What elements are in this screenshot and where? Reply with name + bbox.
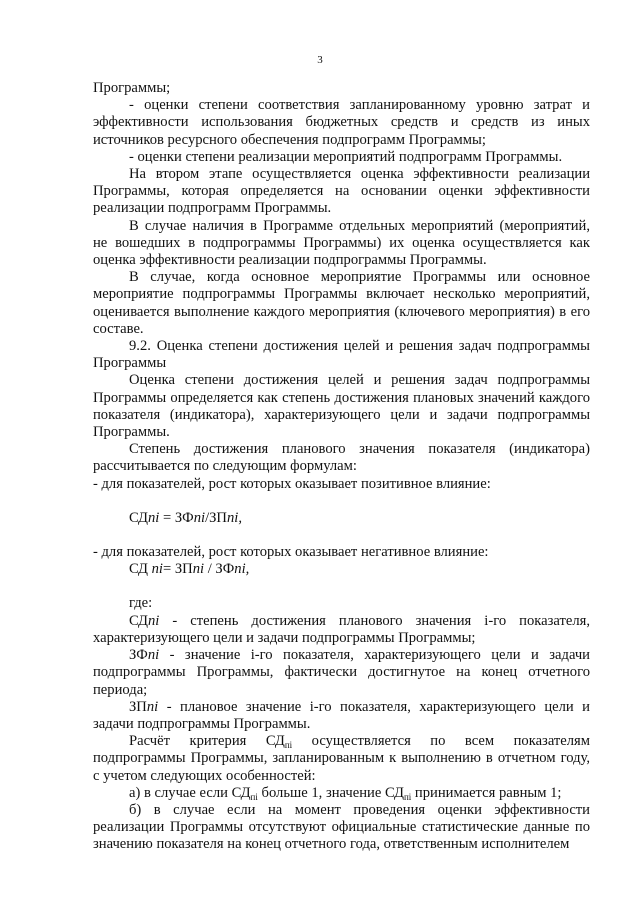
paragraph: б) в случае если на момент проведения оценки эффективности реализации Программы отсутствуют официальные статистические данные по значению показателя на конец отчетного года, ответственным исполнителем [93, 801, 590, 853]
paragraph-text: осуществляется по всем показателям подпрограммы Программы, запланированным к выполнению в отчетном году, с учетом следующих особенностей: [93, 733, 590, 784]
formula-negative [93, 561, 590, 578]
paragraph [93, 785, 590, 802]
paragraph-text: а) в случае если СД [129, 784, 251, 801]
definition-text: - степень достижения планового значения i-го показателя, характеризующего цели и задачи подпрограммы Программы; [93, 612, 590, 646]
paragraph: где: [129, 595, 153, 612]
paragraph: - оценки степени соответствия запланированному уровню затрат и эффективности использования бюджетных средств и средств из иных источников ресурсного обеспечения подпрограмм Программы; [93, 97, 590, 148]
symbol: ЗФ [129, 647, 148, 664]
paragraph: На втором этапе осуществляется оценка эффективности реализации Программы, которая определяется на основании оценки эффективности реализации подпрограмм Программы. [93, 166, 590, 217]
page-number: 3 [317, 54, 323, 66]
definition-text: - значение i-го показателя, характеризующего цели и задачи подпрограммы Программы, фактически достигнутое на конец отчетного периода; [93, 647, 590, 698]
paragraph: В случае, когда основное мероприятие Программы или основное мероприятие подпрограммы Программы включает несколько мероприятий, оценивается выполнение каждого мероприятия (ключевого мероприятия) в его составе. [93, 269, 590, 337]
subscript: пi [250, 791, 258, 802]
paragraph-text: Расчёт критерия СД [129, 733, 285, 750]
formula-text: пi [151, 561, 163, 578]
symbol: пi [147, 612, 160, 629]
symbol: пi [147, 647, 160, 664]
paragraph: Программы; [93, 80, 171, 96]
paragraph: Оценка степени достижения целей и решения задач подпрограммы Программы определяется как степень достижения плановых значений каждого показателя (индикатора), характеризующего цели и задачи подпрограммы Программы. [93, 372, 590, 441]
formula-text: СД [129, 509, 148, 526]
formula-text: / ЗФ [204, 561, 235, 578]
symbol: пi [146, 698, 159, 715]
symbol: ЗП [129, 698, 147, 715]
formula-positive [93, 510, 590, 527]
formula-text: СД [129, 561, 152, 578]
formula-text: пi, [234, 561, 250, 578]
paragraph: В случае наличия в Программе отдельных мероприятий (мероприятий, не вошедших в подпрограммы Программы) их оценка осуществляется как оценка эффективности реализации подпрограммы Программы. [93, 217, 590, 269]
formula-text: пi [193, 509, 206, 526]
formula-text: пi [147, 509, 160, 526]
paragraph: - для показателей, рост которых оказывает негативное влияние: [93, 544, 489, 561]
definition-zf [93, 647, 590, 699]
symbol: СД [129, 612, 148, 629]
paragraph-text: принимается равным 1; [411, 784, 562, 801]
formula-text: пi [192, 561, 205, 578]
section-heading: 9.2. Оценка степени достижения целей и решения задач подпрограммы Программы [93, 338, 590, 372]
formula-text: /ЗП [205, 509, 227, 526]
paragraph: - для показателей, рост которых оказывает позитивное влияние: [93, 475, 491, 492]
definition-sd [93, 613, 590, 647]
formula-text: = ЗФ [159, 509, 194, 526]
formula-text: = ЗП [162, 561, 193, 578]
formula-text: пi, [226, 509, 242, 526]
definition-zp [93, 699, 590, 733]
paragraph: - оценки степени реализации мероприятий подпрограмм Программы. [129, 148, 563, 165]
document-body [93, 80, 590, 854]
definition-text: - плановое значение i-го показателя, характеризующего цели и задачи подпрограммы Программы. [93, 698, 590, 732]
paragraph [93, 733, 590, 785]
paragraph: Степень достижения планового значения показателя (индикатора) рассчитывается по следующим формулам: [93, 441, 590, 475]
subscript: пi [403, 791, 412, 802]
paragraph-text: больше 1, значение СД [257, 784, 404, 801]
subscript: пi [284, 740, 293, 751]
